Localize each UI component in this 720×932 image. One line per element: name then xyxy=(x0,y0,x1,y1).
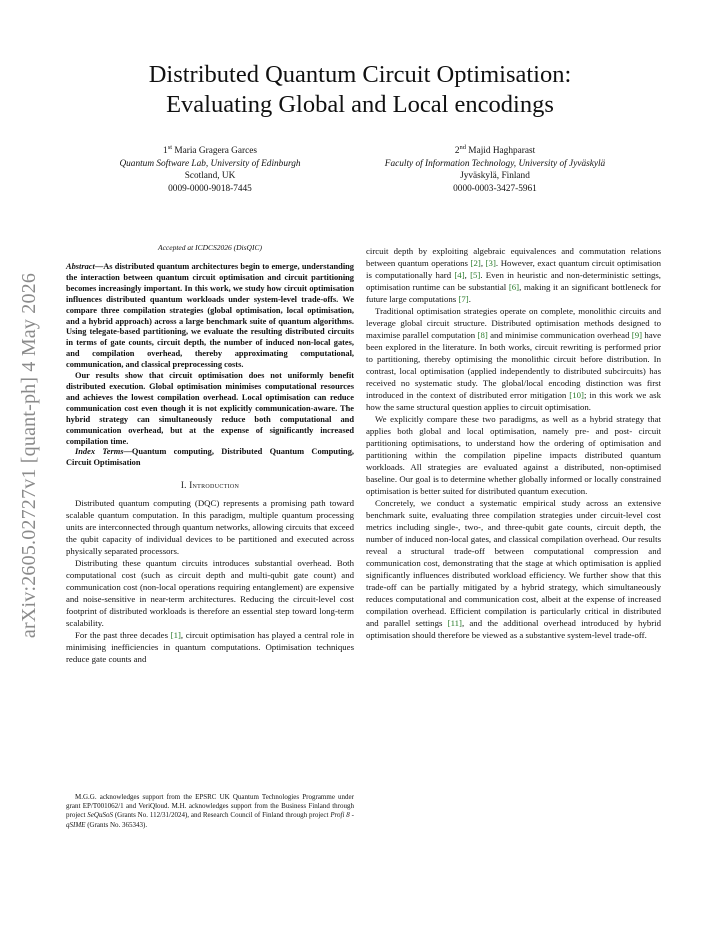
right-paragraph-3: We explicitly compare these two paradigms, as well as a hybrid strategy that applies both global and local optimisation, namely pre- and post- circuit partitioning optimisations, to understand how the ordering of optimisation and partitioning within the compilation pipeline impacts distributed quantum workloads. All strategies are evaluated against a distributed, non-optimised baseline. Our goal is to determine whether globally informed or locally constrained optimisation is better suited for distributed quantum execution. xyxy=(366,414,661,496)
footnote-project-1: SeQuSoS xyxy=(87,811,113,820)
index-terms-text: —Quantum computing, Distributed Quantum Computing, Circuit Optimisation xyxy=(66,447,354,468)
citation-link[interactable]: [8] xyxy=(477,330,488,340)
author-1-ordinal-suffix: st xyxy=(167,143,173,151)
citation-link[interactable]: [5] xyxy=(470,270,481,280)
arxiv-identifier-container xyxy=(12,255,48,655)
text-segment: . Even in heuristic and non-deterministic settings, optimisation runtime can be substantial xyxy=(366,270,661,292)
right-column xyxy=(366,245,661,641)
paper-title-line-1: Distributed Quantum Circuit Optimisation: xyxy=(148,61,572,88)
footnote-text: (Grants No. 365343). xyxy=(85,820,148,829)
footnote-text: M.G.G. acknowledges support from the EPSRC UK Quantum Technologies Programme under grant EP/T001062/1 and VeriQloud. M.H. acknowledges support from the Business Finland through project xyxy=(66,793,354,820)
text-segment: , making it an significant bottleneck for future large computations xyxy=(366,282,661,304)
citation-link[interactable]: [10] xyxy=(569,390,584,400)
author-2-orcid: 0000-0003-3427-5961 xyxy=(453,183,537,194)
author-2-ordinal-suffix: nd xyxy=(459,143,466,151)
abstract-text-1: —As distributed quantum architectures begin to emerge, understanding the interaction between quantum circuit optimisation and circuit partitioning becomes increasingly important. In this work, we study how circuit optimisation influences distributed quantum workloads under system-level trade-offs. We compare three compilation strategies (global optimisation, local optimisation, and a hybrid approach) across a large benchmark suite of quantum algorithms. Using telegate-based partitioning, we evaluate the resulting distributed circuits in terms of gate counts, circuit depth, the number of induced non-local gates, and compilation overhead, thereby approximating computational, communication, and classical preprocessing costs. xyxy=(66,262,354,370)
abstract-paragraph-2: Our results show that circuit optimisation does not uniformly benefit distributed execution. Global optimisation minimises computational resources and achieves the lowest compilation overhead. Local optimisation can reduce communication cost even though it is not explicitly communication-aware. The hybrid strategy can simultaneously reduce both computational and communication overhead, but at the expense of significantly increased compilation time. xyxy=(66,371,354,446)
abstract-paragraph-1 xyxy=(66,262,354,371)
text-segment: . However, exact quantum circuit optimisation is computationally hard xyxy=(366,258,661,280)
text-segment: , xyxy=(464,270,471,280)
author-block-1 xyxy=(80,145,340,195)
citation-link[interactable]: [1] xyxy=(170,630,181,641)
text-segment: , xyxy=(480,258,486,268)
text-segment: and minimise communication overhead xyxy=(487,330,632,340)
right-paragraph-2 xyxy=(366,305,661,413)
text-segment: . xyxy=(468,294,471,304)
author-2-ordinal: 2 xyxy=(454,146,460,156)
citation-link[interactable]: [6] xyxy=(508,282,520,292)
text-segment: Traditional optimisation strategies operate on complete, monolithic circuits and leverage global circuit structure. Distributed optimisation methods designed to maximise parallel computation xyxy=(366,306,661,340)
text-segment: Concretely, we conduct a systematic empirical study across an extensive benchmark suite, evaluating three compilation strategies under circuit-level cost metrics including single-, two-, and three-qubit gate counts, circuit depth, the number of induced non-local gates, and classical compilation overhead. Our results reveal a structural trade-off between computational compression and communication cost, demonstrating that the stage at which optimisation is applied significantly influences distributed workload efficiency. We further show that this trade-off can be partially mitigated by a hybrid strategy, which simultaneously reduces computational and communication cost, albeit at the expense of increased compilation overhead. Efficient compilation is particularly critical in distributed and parallel settings xyxy=(366,498,661,628)
paper-title xyxy=(60,60,660,120)
text-segment: circuit depth by exploiting algebraic equivalences and commutation relations between quantum operations xyxy=(366,246,661,268)
section-heading-introduction: I. Introduction xyxy=(180,480,240,491)
author-1-orcid: 0009-0000-9018-7445 xyxy=(168,183,252,194)
citation-link[interactable]: [7] xyxy=(458,294,469,304)
abstract-lead: Abstract xyxy=(66,262,95,271)
index-terms xyxy=(66,447,354,469)
left-column xyxy=(66,242,354,665)
author-2-name-line xyxy=(345,145,645,158)
author-1-name-line xyxy=(80,145,340,158)
citation-link[interactable]: [4] xyxy=(454,270,465,280)
text-segment: , circuit optimisation has played a central role in minimising inefficiencies in quantum computations. Optimisation techniques reduce gate counts and xyxy=(66,630,354,665)
arxiv-identifier: arXiv:2605.02727v1 [quant-ph] 4 May 2026 xyxy=(18,272,41,638)
citation-link[interactable]: [3] xyxy=(485,258,496,268)
citation-link[interactable]: [9] xyxy=(631,330,643,340)
accepted-note: Accepted at ICDCS2026 (DisQIC) xyxy=(158,243,262,252)
text-segment: have been explored in the literature. In both works, circuit rewriting is performed prior to partitioning, thereby optimising the monolithic circuit before distribution. In contrast, local optimisation (applied independently to distributed subcircuits) has received no systematic study. The global/local encoding distinction was first introduced in the context of distributed error mitigation xyxy=(366,330,661,400)
author-2-location: Jyväskylä, Finland xyxy=(460,171,530,182)
author-1-ordinal: 1 xyxy=(163,146,168,156)
author-2-name: Majid Haghparast xyxy=(468,146,536,156)
author-block-2 xyxy=(345,145,645,195)
intro-paragraph-3 xyxy=(66,629,354,665)
funding-footnote xyxy=(66,793,354,830)
text-segment: , and the additional overhead introduced by hybrid optimisation should therefore be viewed as a substantive system-level trade-off. xyxy=(366,618,661,640)
footnote-text: (Grants No. 112/31/2024), and Research Council of Finland through project xyxy=(112,811,331,820)
author-2-affiliation: Faculty of Information Technology, University of Jyväskylä xyxy=(384,158,606,169)
right-paragraph-4 xyxy=(366,497,661,641)
citation-link[interactable]: [2] xyxy=(470,258,481,268)
paper-title-line-2: Evaluating Global and Local encodings xyxy=(166,91,554,118)
index-terms-lead: Index Terms xyxy=(75,447,124,457)
citation-link[interactable]: [11] xyxy=(447,618,462,628)
text-segment: ; in this work we ask how the same structural question applies to circuit optimisation. xyxy=(366,390,661,412)
intro-paragraph-1: Distributed quantum computing (DQC) represents a promising path toward scalable quantum computation. In this paradigm, multiple quantum processing units are interconnected through quantum networks, allowing circuits that exceed the qubit capacity of individual devices to be partitioned and executed across physically separated processors. xyxy=(66,498,354,557)
author-1-name: Maria Gragera Garces xyxy=(174,146,257,156)
author-1-affiliation: Quantum Software Lab, University of Edinburgh xyxy=(119,158,301,169)
footnote-project-2: Profi 8 - qSIME xyxy=(66,811,354,829)
text-segment: For the past three decades xyxy=(75,630,171,641)
right-paragraph-1 xyxy=(366,245,661,305)
author-1-location: Scotland, UK xyxy=(184,171,236,182)
intro-paragraph-2: Distributing these quantum circuits introduces substantial overhead. Both computational cost (such as circuit depth and multi-qubit gate count) and communication cost (non-local operations requiring entanglement) are expensive and noise-sensitive in near-term architectures. Reducing the circuit-level cost footprint of distributed workloads is therefore an essential step toward long-term scalability. xyxy=(66,558,354,629)
